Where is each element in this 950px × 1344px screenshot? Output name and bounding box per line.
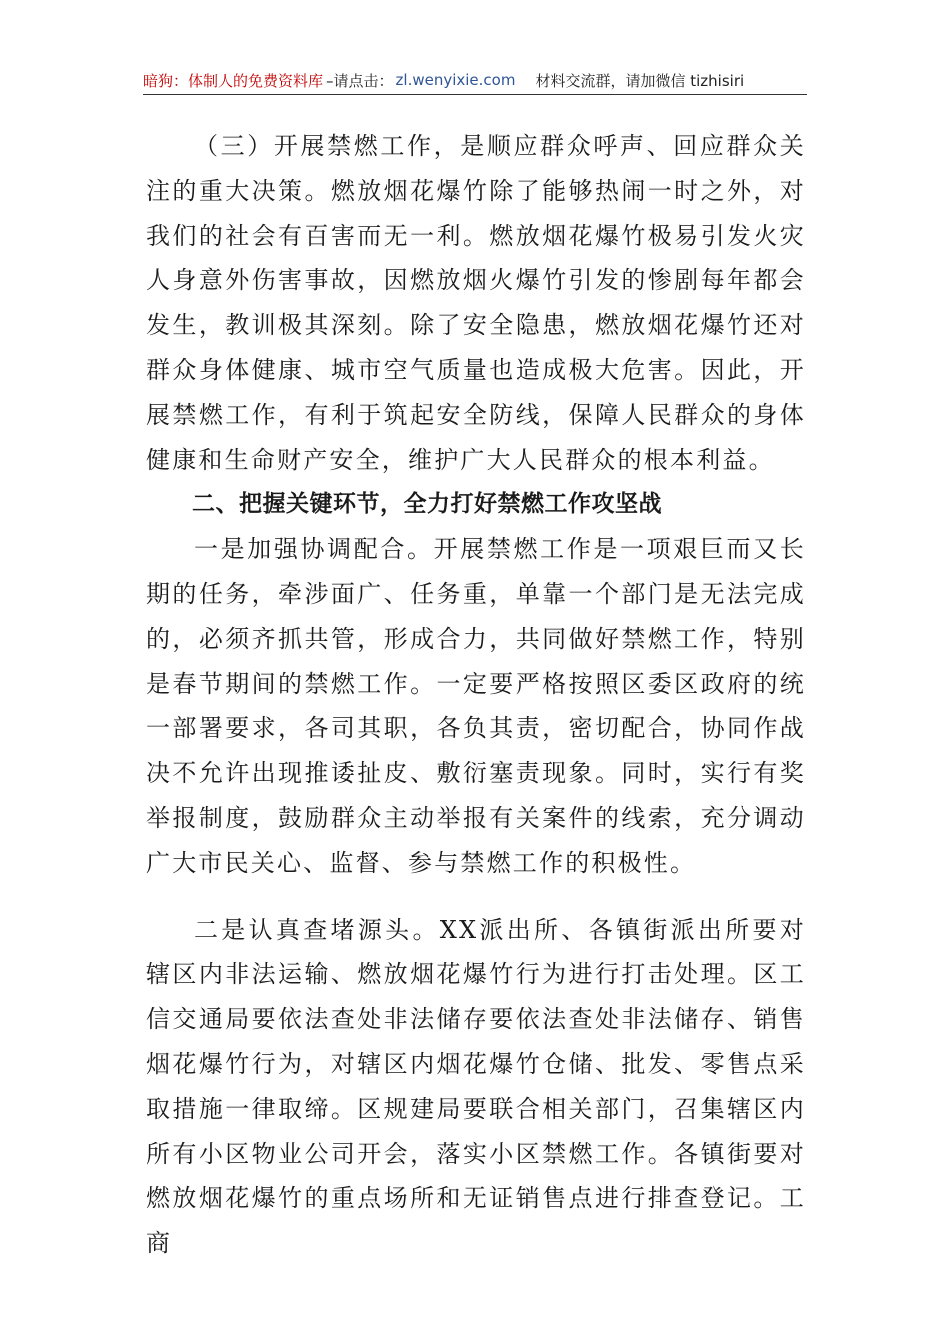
header-cta: –请点击： [326,71,394,90]
paragraph-spacer [146,886,806,908]
document-body [146,124,806,1266]
header-group-note: 材料交流群，请加微信 tizhisiri [535,71,745,90]
header-brand: 暗狗：体制人的免费资料库 [143,71,324,90]
page-header [143,66,807,95]
header-url-link[interactable]: zl.wenyixie.com [395,71,516,89]
paragraph-coordination: 一是加强协调配合。开展禁燃工作是一项艰巨而又长期的任务，牵涉面广、任务重，单靠一个部门是无法完成的，必须齐抓共管，形成合力，共同做好禁燃工作，特别是春节期间的禁燃工作。一定要严格按照区委区政府的统一部署要求，各司其职，各负其责，密切配合，协同作战决不允许出现推诿扯皮、敷衍塞责现象。同时，实行有奖举报制度，鼓励群众主动举报有关案件的线索，充分调动广大市民关心、监督、参与禁燃工作的积极性。 [146,535,806,877]
paragraph-source-control: 二是认真查堵源头。XX派出所、各镇街派出所要对辖区内非法运输、燃放烟花爆竹行为进行打击处理。区工信交通局要依法查处非法储存要依法查处非法储存、销售烟花爆竹行为，对辖区内烟花爆竹仓储、批发、零售点采取措施一律取缔。区规建局要联合相关部门，召集辖区内所有小区物业公司开会，落实小区禁燃工作。各镇街要对燃放烟花爆竹的重点场所和无证销售点进行排查登记。工商 [146,915,806,1258]
paragraph-section-three: （三）开展禁燃工作，是顺应群众呼声、回应群众关注的重大决策。燃放烟花爆竹除了能够热闹一时之外，对我们的社会有百害而无一利。燃放烟花爆竹极易引发火灾人身意外伤害事故，因燃放烟火爆竹引发的惨剧每年都会发生，教训极其深刻。除了安全隐患，燃放烟花爆竹还对群众身体健康、城市空气质量也造成极大危害。因此，开展禁燃工作，有利于筑起安全防线，保障人民群众的身体健康和生命财产安全，维护广大人民群众的根本利益。 [146,132,806,474]
section-heading: 二、把握关键环节，全力打好禁燃工作攻坚战 [192,491,662,518]
